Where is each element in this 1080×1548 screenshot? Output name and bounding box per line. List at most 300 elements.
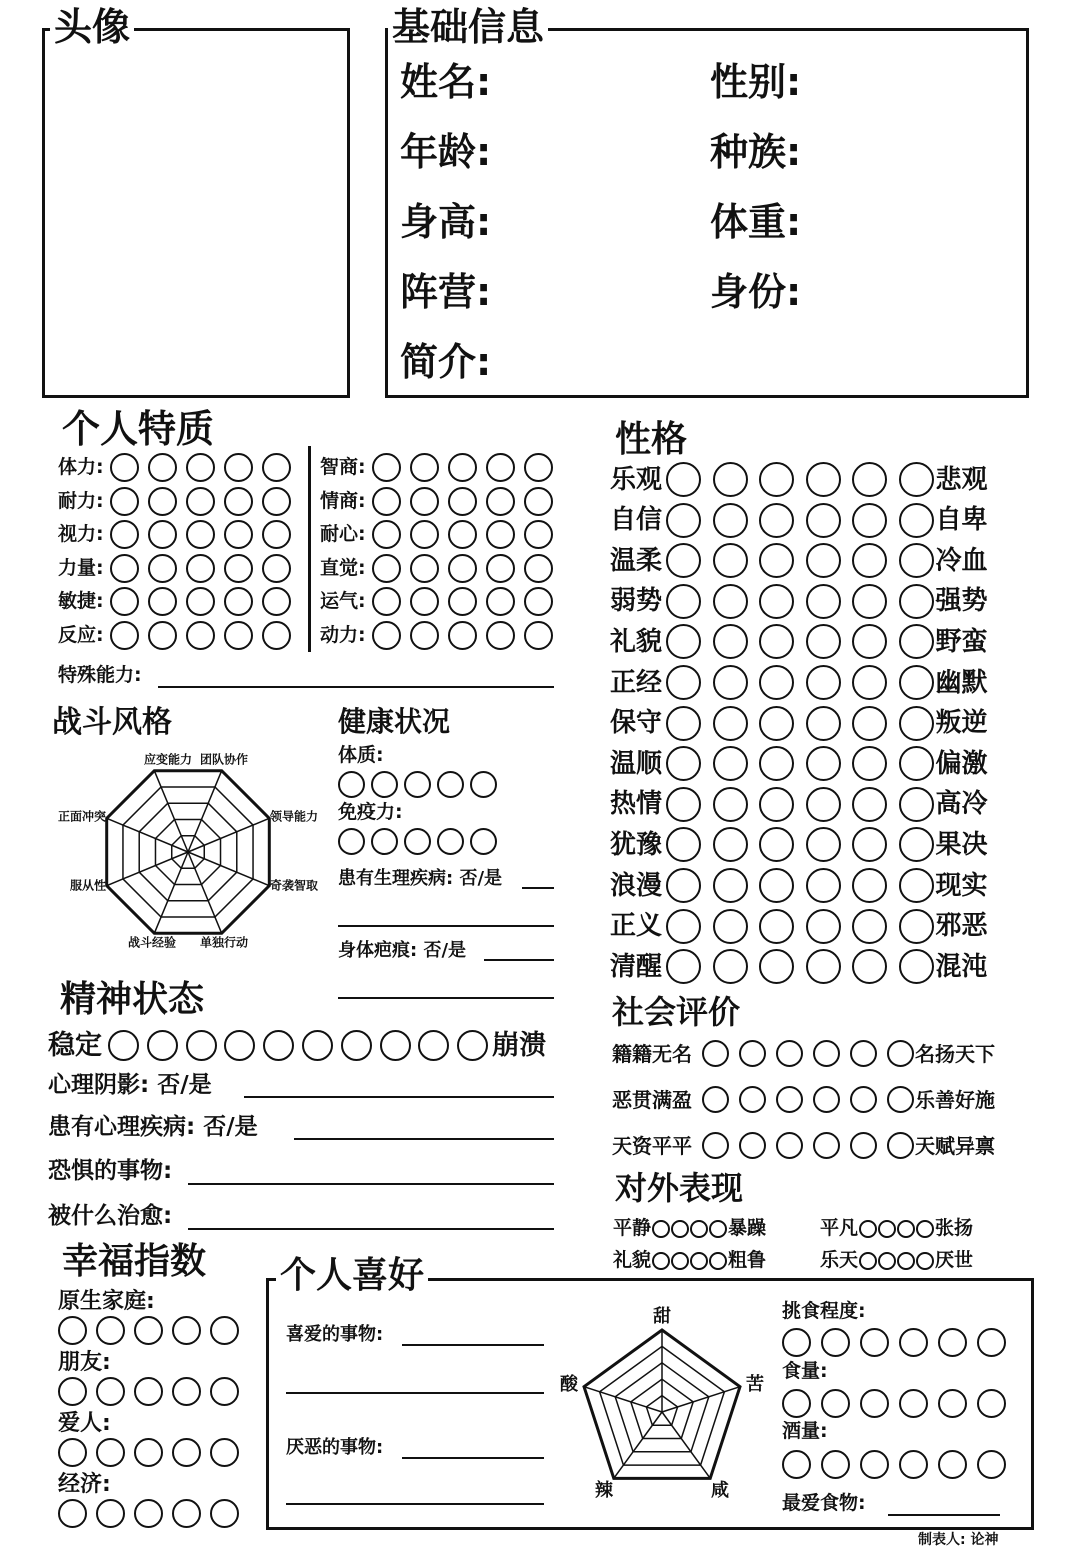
combat-radar-axis-label: 战斗经验 bbox=[127, 935, 177, 950]
immunity-circle-1[interactable] bbox=[338, 828, 365, 855]
personality-circle-5[interactable] bbox=[852, 787, 887, 822]
trait-circle-5[interactable] bbox=[262, 487, 291, 516]
personality-circle-3[interactable] bbox=[759, 909, 794, 944]
personality-circle-3[interactable] bbox=[759, 503, 794, 538]
personality-circle-4[interactable] bbox=[806, 746, 841, 781]
immunity-circle-2[interactable] bbox=[371, 828, 398, 855]
traits-divider bbox=[308, 446, 311, 652]
external-circle-3[interactable] bbox=[690, 1220, 708, 1238]
personality-circle-6[interactable] bbox=[899, 868, 934, 903]
personality-circle-5[interactable] bbox=[852, 949, 887, 984]
social-circle-2[interactable] bbox=[739, 1086, 766, 1113]
external-circle-2[interactable] bbox=[878, 1252, 896, 1270]
social-circle-3[interactable] bbox=[776, 1040, 803, 1067]
alcohol-circle-5[interactable] bbox=[938, 1450, 967, 1479]
external-circle-4[interactable] bbox=[709, 1252, 727, 1270]
personality-row bbox=[610, 909, 988, 944]
psych-shadow-line[interactable] bbox=[244, 1096, 554, 1098]
trait-circle-2[interactable] bbox=[410, 554, 439, 583]
personality-circle-2[interactable] bbox=[713, 746, 748, 781]
immunity-circle-3[interactable] bbox=[404, 828, 431, 855]
happiness-circle-4[interactable] bbox=[172, 1438, 201, 1467]
trait-circle-4[interactable] bbox=[486, 520, 515, 549]
trait-circle-1[interactable] bbox=[372, 453, 401, 482]
likes-line-1[interactable] bbox=[402, 1344, 544, 1346]
personality-circle-6[interactable] bbox=[899, 503, 934, 538]
personality-circle-6[interactable] bbox=[899, 909, 934, 944]
personality-circle-5[interactable] bbox=[852, 503, 887, 538]
personality-right-label: 悲观 bbox=[935, 464, 988, 495]
social-circle-5[interactable] bbox=[850, 1040, 877, 1067]
happiness-circle-3[interactable] bbox=[134, 1438, 163, 1467]
personality-circle-2[interactable] bbox=[713, 909, 748, 944]
alcohol-circle-4[interactable] bbox=[899, 1450, 928, 1479]
trait-circle-4[interactable] bbox=[224, 587, 253, 616]
external-right-label: 暴躁 bbox=[728, 1217, 767, 1239]
personality-circle-2[interactable] bbox=[713, 827, 748, 862]
happiness-circle-4[interactable] bbox=[172, 1316, 201, 1345]
trait-row bbox=[58, 520, 291, 549]
trait-row bbox=[58, 587, 291, 616]
trait-circle-2[interactable] bbox=[410, 587, 439, 616]
personality-circle-4[interactable] bbox=[806, 665, 841, 700]
personality-circle-3[interactable] bbox=[759, 787, 794, 822]
taste-radar-axis-label: 苦 bbox=[746, 1374, 764, 1395]
trait-circle-4[interactable] bbox=[486, 554, 515, 583]
personality-circle-6[interactable] bbox=[899, 624, 934, 659]
social-circle-4[interactable] bbox=[813, 1132, 840, 1159]
personality-circle-2[interactable] bbox=[713, 787, 748, 822]
personality-row bbox=[610, 746, 988, 781]
mental-circle-10[interactable] bbox=[457, 1030, 488, 1061]
trait-circle-2[interactable] bbox=[148, 554, 177, 583]
happiness-circle-3[interactable] bbox=[134, 1377, 163, 1406]
trait-circle-4[interactable] bbox=[224, 453, 253, 482]
external-left-label: 礼貌 bbox=[613, 1249, 652, 1271]
trait-circle-2[interactable] bbox=[148, 453, 177, 482]
external-circle-1[interactable] bbox=[652, 1252, 670, 1270]
trait-label: 动力: bbox=[320, 623, 366, 646]
trait-circle-2[interactable] bbox=[148, 520, 177, 549]
personality-circle-4[interactable] bbox=[806, 503, 841, 538]
trait-circle-5[interactable] bbox=[262, 587, 291, 616]
personality-circle-2[interactable] bbox=[713, 868, 748, 903]
personality-circle-4[interactable] bbox=[806, 543, 841, 578]
external-circle-4[interactable] bbox=[916, 1252, 934, 1270]
dislikes-label: 厌恶的事物: bbox=[286, 1437, 384, 1458]
trait-label: 耐心: bbox=[320, 523, 366, 545]
social-circle-6[interactable] bbox=[887, 1132, 914, 1159]
trait-circle-5[interactable] bbox=[262, 621, 291, 650]
mental-circle-8[interactable] bbox=[380, 1030, 411, 1061]
picky-circle-4[interactable] bbox=[899, 1328, 928, 1357]
external-circle-2[interactable] bbox=[878, 1220, 896, 1238]
personality-circle-1[interactable] bbox=[666, 868, 701, 903]
personality-circle-2[interactable] bbox=[713, 503, 748, 538]
mental-circle-6[interactable] bbox=[302, 1030, 333, 1061]
personality-circle-6[interactable] bbox=[899, 543, 934, 578]
alcohol-circle-3[interactable] bbox=[860, 1450, 889, 1479]
constitution-circle-2[interactable] bbox=[371, 771, 398, 798]
personality-circle-3[interactable] bbox=[759, 706, 794, 741]
external-circle-3[interactable] bbox=[897, 1220, 915, 1238]
trait-circle-1[interactable] bbox=[110, 554, 139, 583]
external-right-label: 张扬 bbox=[935, 1217, 974, 1239]
scar-line-2[interactable] bbox=[338, 997, 554, 999]
picky-circle-1[interactable] bbox=[782, 1328, 811, 1357]
personality-circle-1[interactable] bbox=[666, 787, 701, 822]
personality-left-label: 自信 bbox=[610, 505, 663, 536]
personality-circle-1[interactable] bbox=[666, 746, 701, 781]
social-circle-3[interactable] bbox=[776, 1086, 803, 1113]
trait-label: 体力: bbox=[58, 456, 104, 478]
personality-circle-6[interactable] bbox=[899, 462, 934, 497]
personality-circle-4[interactable] bbox=[806, 584, 841, 619]
mental-circle-5[interactable] bbox=[263, 1030, 294, 1061]
external-circle-2[interactable] bbox=[671, 1252, 689, 1270]
immunity-circle-5[interactable] bbox=[470, 828, 497, 855]
immunity-circle-4[interactable] bbox=[437, 828, 464, 855]
personality-circle-4[interactable] bbox=[806, 949, 841, 984]
personality-circle-3[interactable] bbox=[759, 746, 794, 781]
trait-circle-1[interactable] bbox=[110, 487, 139, 516]
trait-circle-3[interactable] bbox=[186, 487, 215, 516]
trait-label: 直觉: bbox=[320, 556, 366, 579]
mental-circle-9[interactable] bbox=[418, 1030, 449, 1061]
personality-circle-1[interactable] bbox=[666, 624, 701, 659]
healed-line[interactable] bbox=[188, 1228, 554, 1230]
trait-circle-5[interactable] bbox=[524, 554, 553, 583]
happiness-circle-4[interactable] bbox=[172, 1499, 201, 1528]
social-circle-5[interactable] bbox=[850, 1086, 877, 1113]
trait-row bbox=[58, 487, 291, 516]
trait-circle-4[interactable] bbox=[486, 453, 515, 482]
trait-circle-4[interactable] bbox=[224, 621, 253, 650]
happiness-circle-5[interactable] bbox=[210, 1377, 239, 1406]
dislikes-line-2[interactable] bbox=[286, 1503, 544, 1505]
social-circle-6[interactable] bbox=[887, 1086, 914, 1113]
trait-circle-1[interactable] bbox=[372, 621, 401, 650]
external-circle-4[interactable] bbox=[916, 1220, 934, 1238]
trait-circle-1[interactable] bbox=[110, 453, 139, 482]
constitution-circle-1[interactable] bbox=[338, 771, 365, 798]
social-circle-2[interactable] bbox=[739, 1040, 766, 1067]
personality-circle-5[interactable] bbox=[852, 665, 887, 700]
personality-circle-3[interactable] bbox=[759, 949, 794, 984]
personality-right-label: 邪恶 bbox=[935, 911, 988, 942]
combat-radar-axis-label: 奇袭智取 bbox=[270, 878, 319, 893]
personality-circle-5[interactable] bbox=[852, 909, 887, 944]
trait-circle-1[interactable] bbox=[372, 520, 401, 549]
trait-circle-3[interactable] bbox=[448, 453, 477, 482]
happiness-circle-1[interactable] bbox=[58, 1438, 87, 1467]
social-circle-4[interactable] bbox=[813, 1086, 840, 1113]
mental-circle-1[interactable] bbox=[108, 1030, 139, 1061]
appetite-circle-2[interactable] bbox=[821, 1389, 850, 1418]
personality-right-label: 现实 bbox=[935, 870, 988, 901]
social-circle-6[interactable] bbox=[887, 1040, 914, 1067]
personality-circle-4[interactable] bbox=[806, 909, 841, 944]
trait-circle-3[interactable] bbox=[448, 554, 477, 583]
trait-circle-4[interactable] bbox=[486, 487, 515, 516]
trait-row bbox=[58, 453, 291, 482]
personality-circle-1[interactable] bbox=[666, 827, 701, 862]
trait-circle-5[interactable] bbox=[262, 554, 291, 583]
social-circle-1[interactable] bbox=[702, 1086, 729, 1113]
picky-circle-6[interactable] bbox=[977, 1328, 1006, 1357]
trait-circle-4[interactable] bbox=[224, 520, 253, 549]
trait-circle-3[interactable] bbox=[448, 487, 477, 516]
trait-label: 视力: bbox=[58, 523, 104, 545]
avatar-title: 头像 bbox=[50, 8, 134, 46]
happiness-circle-4[interactable] bbox=[172, 1377, 201, 1406]
personality-circle-5[interactable] bbox=[852, 746, 887, 781]
mental-circle-3[interactable] bbox=[186, 1030, 217, 1061]
disease-line-2[interactable] bbox=[338, 925, 554, 927]
personality-circle-3[interactable] bbox=[759, 665, 794, 700]
trait-circle-2[interactable] bbox=[148, 487, 177, 516]
external-title: 对外表现 bbox=[615, 1169, 744, 1207]
personality-circle-5[interactable] bbox=[852, 462, 887, 497]
trait-circle-3[interactable] bbox=[186, 587, 215, 616]
alcohol-circle-6[interactable] bbox=[977, 1450, 1006, 1479]
trait-circle-1[interactable] bbox=[372, 587, 401, 616]
appetite-circle-4[interactable] bbox=[899, 1389, 928, 1418]
trait-circle-3[interactable] bbox=[186, 520, 215, 549]
happiness-circle-2[interactable] bbox=[96, 1316, 125, 1345]
combat-radar-axis-label: 正面冲突 bbox=[57, 809, 106, 824]
trait-label: 力量: bbox=[58, 556, 104, 579]
personality-circle-1[interactable] bbox=[666, 909, 701, 944]
mental-title: 精神状态 bbox=[60, 979, 205, 1020]
taste-radar-axis-label: 辣 bbox=[595, 1480, 613, 1501]
basic-field-left-1: 姓名: bbox=[400, 60, 492, 104]
likes-line-2[interactable] bbox=[286, 1392, 544, 1394]
social-right-label: 天赋异禀 bbox=[915, 1133, 995, 1158]
personality-circle-5[interactable] bbox=[852, 584, 887, 619]
personality-left-label: 热情 bbox=[610, 789, 663, 820]
trait-circle-4[interactable] bbox=[486, 587, 515, 616]
trait-circle-2[interactable] bbox=[410, 487, 439, 516]
trait-circle-4[interactable] bbox=[486, 621, 515, 650]
external-circle-1[interactable] bbox=[652, 1220, 670, 1238]
external-circle-3[interactable] bbox=[690, 1252, 708, 1270]
personality-circle-6[interactable] bbox=[899, 746, 934, 781]
special-ability-line[interactable] bbox=[158, 686, 554, 688]
personality-circle-5[interactable] bbox=[852, 868, 887, 903]
combat-radar-axis-label: 领导能力 bbox=[270, 809, 319, 824]
trait-circle-5[interactable] bbox=[524, 487, 553, 516]
personality-circle-2[interactable] bbox=[713, 462, 748, 497]
favorite-food-line[interactable] bbox=[888, 1514, 1000, 1516]
personality-circle-5[interactable] bbox=[852, 543, 887, 578]
disease-line-1[interactable] bbox=[522, 887, 554, 889]
happiness-circle-1[interactable] bbox=[58, 1377, 87, 1406]
mental-circle-2[interactable] bbox=[147, 1030, 178, 1061]
trait-circle-2[interactable] bbox=[410, 453, 439, 482]
social-circle-3[interactable] bbox=[776, 1132, 803, 1159]
personality-circle-2[interactable] bbox=[713, 624, 748, 659]
basic-field-left-5: 简介: bbox=[400, 340, 492, 384]
personality-circle-5[interactable] bbox=[852, 827, 887, 862]
combat-radar-axis-label: 团队协作 bbox=[199, 752, 249, 767]
happiness-circle-5[interactable] bbox=[210, 1438, 239, 1467]
social-circle-5[interactable] bbox=[850, 1132, 877, 1159]
personality-circle-3[interactable] bbox=[759, 624, 794, 659]
social-left-label: 籍籍无名 bbox=[612, 1041, 692, 1066]
happiness-circle-2[interactable] bbox=[96, 1438, 125, 1467]
trait-circle-5[interactable] bbox=[524, 587, 553, 616]
trait-circle-1[interactable] bbox=[110, 621, 139, 650]
happiness-circle-1[interactable] bbox=[58, 1499, 87, 1528]
social-circle-1[interactable] bbox=[702, 1040, 729, 1067]
personality-circle-3[interactable] bbox=[759, 462, 794, 497]
personality-circle-3[interactable] bbox=[759, 543, 794, 578]
trait-circle-1[interactable] bbox=[372, 487, 401, 516]
trait-circle-3[interactable] bbox=[448, 520, 477, 549]
personality-circle-3[interactable] bbox=[759, 868, 794, 903]
scar-line-1[interactable] bbox=[484, 959, 554, 961]
personality-circle-4[interactable] bbox=[806, 706, 841, 741]
constitution-circle-5[interactable] bbox=[470, 771, 497, 798]
trait-circle-5[interactable] bbox=[524, 520, 553, 549]
personality-circle-1[interactable] bbox=[666, 462, 701, 497]
trait-circle-1[interactable] bbox=[110, 587, 139, 616]
appetite-circle-5[interactable] bbox=[938, 1389, 967, 1418]
personality-circle-5[interactable] bbox=[852, 706, 887, 741]
trait-row bbox=[320, 453, 553, 482]
trait-circle-3[interactable] bbox=[448, 621, 477, 650]
psych-illness-line[interactable] bbox=[294, 1138, 554, 1140]
personality-circle-2[interactable] bbox=[713, 706, 748, 741]
happiness-circle-1[interactable] bbox=[58, 1316, 87, 1345]
personality-circle-2[interactable] bbox=[713, 949, 748, 984]
personality-circle-2[interactable] bbox=[713, 584, 748, 619]
personality-left-label: 清醒 bbox=[610, 951, 663, 982]
personality-circle-6[interactable] bbox=[899, 787, 934, 822]
external-right-label: 粗鲁 bbox=[728, 1249, 767, 1271]
personality-circle-4[interactable] bbox=[806, 868, 841, 903]
mental-right-label: 崩溃 bbox=[492, 1030, 547, 1061]
personality-circle-6[interactable] bbox=[899, 706, 934, 741]
personality-circle-1[interactable] bbox=[666, 665, 701, 700]
taste-radar-axis-label: 甜 bbox=[653, 1306, 671, 1327]
social-row bbox=[612, 1132, 995, 1159]
trait-circle-3[interactable] bbox=[186, 554, 215, 583]
external-circle-4[interactable] bbox=[709, 1220, 727, 1238]
personality-circle-2[interactable] bbox=[713, 543, 748, 578]
personality-circle-4[interactable] bbox=[806, 624, 841, 659]
happiness-circle-5[interactable] bbox=[210, 1316, 239, 1345]
trait-circle-5[interactable] bbox=[262, 520, 291, 549]
personality-circle-6[interactable] bbox=[899, 827, 934, 862]
combat-radar-axis-label: 服从性 bbox=[69, 878, 106, 893]
personality-right-label: 自卑 bbox=[935, 505, 988, 536]
external-circle-2[interactable] bbox=[671, 1220, 689, 1238]
trait-circle-3[interactable] bbox=[186, 621, 215, 650]
personality-circle-4[interactable] bbox=[806, 787, 841, 822]
social-circle-2[interactable] bbox=[739, 1132, 766, 1159]
personality-circle-6[interactable] bbox=[899, 584, 934, 619]
happiness-circle-3[interactable] bbox=[134, 1499, 163, 1528]
personality-circle-1[interactable] bbox=[666, 503, 701, 538]
trait-circle-2[interactable] bbox=[148, 587, 177, 616]
mental-circle-7[interactable] bbox=[341, 1030, 372, 1061]
external-circle-1[interactable] bbox=[859, 1220, 877, 1238]
trait-circle-2[interactable] bbox=[148, 621, 177, 650]
personality-circle-6[interactable] bbox=[899, 949, 934, 984]
picky-circle-5[interactable] bbox=[938, 1328, 967, 1357]
picky-circle-3[interactable] bbox=[860, 1328, 889, 1357]
happiness-circle-5[interactable] bbox=[210, 1499, 239, 1528]
personality-circle-1[interactable] bbox=[666, 706, 701, 741]
alcohol-label: 酒量: bbox=[782, 1420, 828, 1442]
favorite-food-label: 最爱食物: bbox=[782, 1492, 866, 1514]
likes-label: 喜爱的事物: bbox=[286, 1324, 384, 1345]
psych-illness-label: 患有心理疾病: 否/是 bbox=[48, 1114, 258, 1140]
trait-circle-5[interactable] bbox=[524, 621, 553, 650]
personality-circle-4[interactable] bbox=[806, 462, 841, 497]
personality-circle-1[interactable] bbox=[666, 584, 701, 619]
personality-circle-3[interactable] bbox=[759, 584, 794, 619]
appetite-circle-1[interactable] bbox=[782, 1389, 811, 1418]
trait-circle-3[interactable] bbox=[448, 587, 477, 616]
picky-circle-2[interactable] bbox=[821, 1328, 850, 1357]
trait-circle-5[interactable] bbox=[524, 453, 553, 482]
dislikes-line-1[interactable] bbox=[402, 1457, 544, 1459]
constitution-circle-4[interactable] bbox=[437, 771, 464, 798]
trait-circle-5[interactable] bbox=[262, 453, 291, 482]
happiness-circle-3[interactable] bbox=[134, 1316, 163, 1345]
personality-circle-6[interactable] bbox=[899, 665, 934, 700]
trait-circle-1[interactable] bbox=[110, 520, 139, 549]
taste-radar-axis-label: 咸 bbox=[711, 1480, 729, 1501]
social-row bbox=[612, 1086, 995, 1113]
personality-circle-2[interactable] bbox=[713, 665, 748, 700]
trait-circle-4[interactable] bbox=[224, 487, 253, 516]
constitution-circle-3[interactable] bbox=[404, 771, 431, 798]
appetite-circle-3[interactable] bbox=[860, 1389, 889, 1418]
trait-circle-2[interactable] bbox=[410, 520, 439, 549]
social-circle-1[interactable] bbox=[702, 1132, 729, 1159]
happiness-circle-2[interactable] bbox=[96, 1377, 125, 1406]
external-circle-1[interactable] bbox=[859, 1252, 877, 1270]
personality-circle-3[interactable] bbox=[759, 827, 794, 862]
basic-field-left-4: 阵营: bbox=[400, 270, 492, 314]
personality-right-label: 强势 bbox=[935, 586, 988, 617]
fear-line[interactable] bbox=[188, 1183, 554, 1185]
alcohol-circle-2[interactable] bbox=[821, 1450, 850, 1479]
trait-circle-4[interactable] bbox=[224, 554, 253, 583]
alcohol-circle-1[interactable] bbox=[782, 1450, 811, 1479]
appetite-circle-6[interactable] bbox=[977, 1389, 1006, 1418]
mental-circle-4[interactable] bbox=[224, 1030, 255, 1061]
personality-left-label: 乐观 bbox=[610, 464, 663, 495]
personality-circle-1[interactable] bbox=[666, 543, 701, 578]
trait-circle-1[interactable] bbox=[372, 554, 401, 583]
personality-circle-4[interactable] bbox=[806, 827, 841, 862]
happiness-circle-2[interactable] bbox=[96, 1499, 125, 1528]
personality-left-label: 温柔 bbox=[610, 545, 663, 576]
trait-circle-2[interactable] bbox=[410, 621, 439, 650]
personality-right-label: 高冷 bbox=[935, 789, 988, 820]
personality-row bbox=[610, 624, 988, 659]
social-circle-4[interactable] bbox=[813, 1040, 840, 1067]
personality-circle-1[interactable] bbox=[666, 949, 701, 984]
personality-circle-5[interactable] bbox=[852, 624, 887, 659]
external-circle-3[interactable] bbox=[897, 1252, 915, 1270]
trait-circle-3[interactable] bbox=[186, 453, 215, 482]
